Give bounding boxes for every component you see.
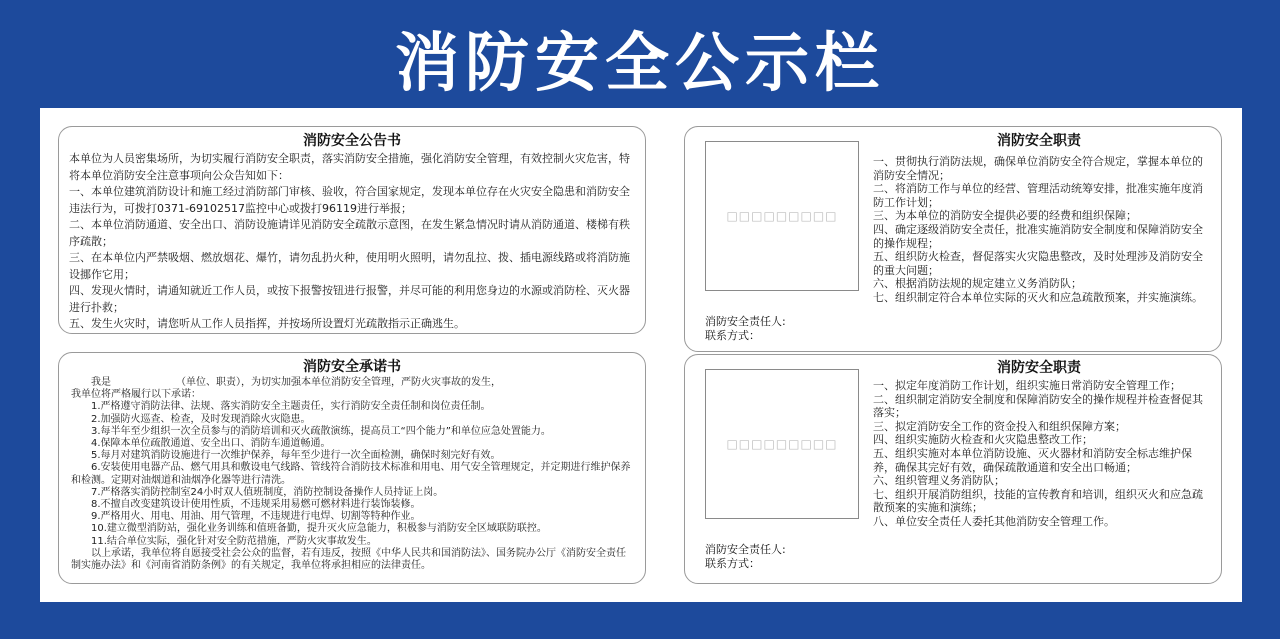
- commitment-item: 4.保障本单位疏散通道、安全出口、消防车通道畅通。: [91, 438, 331, 450]
- responsible-person-label: 消防安全责任人:: [705, 315, 786, 328]
- announcement-paragraph: 一、本单位建筑消防设计和施工经过消防部门审核、验收，符合国家规定，发现本单位存在火灾安全隐患和消防安全违法行为，可拨打0371-69102517监控中心或拨打96119进行举报；: [69, 185, 630, 215]
- commitment-closing: 以上承诺，我单位将自愿接受社会公众的监督，若有违反，按照《中华人民共和国消防法》、国务院办公厅《消防安全责任制实施办法》和《河南省消防条例》的有关规定，我单位将承担相应的法律责任。: [71, 547, 626, 572]
- duty-item: 一、贯彻执行消防法规，确保单位消防安全符合规定，掌握本单位的消防安全情况；: [873, 155, 1203, 182]
- commitment-item: 9.严格用火、用电、用油、用气管理，不违规进行电焊、切割等特种作业。: [91, 511, 421, 523]
- photo-placeholder-text: □□□□□□□□□: [726, 437, 838, 451]
- duty-item: 三、为本单位的消防安全提供必要的经费和组织保障；: [873, 209, 1137, 223]
- commitment-intro-2: 我单位将严格履行以下承诺：: [71, 389, 201, 401]
- duty-title: 消防安全职责: [997, 133, 1081, 149]
- commitment-item: 1.严格遵守消防法律、法规、落实消防安全主题责任，实行消防安全责任制和岗位责任制。: [91, 401, 491, 413]
- announcement-paragraph: 本单位为人员密集场所，为切实履行消防安全职责，落实消防安全措施，强化消防安全管理，有效控制火灾危害，特将本单位消防安全注意事项向公众告知如下：: [69, 152, 630, 182]
- commitment-item: 10.建立微型消防站，强化业务训练和值班备勤，提升灭火应急能力，积极参与消防安全区域联防联控。: [91, 523, 547, 535]
- duty-item: 六、根据消防法规的规定建立义务消防队；: [873, 277, 1082, 291]
- notice-board: [40, 108, 1242, 602]
- commitment-item: 7.严格落实消防控制室24小时双人值班制度，消防控制设备操作人员持证上岗。: [91, 486, 444, 498]
- commitment-intro: 我是 （单位、职责），为切实加强本单位消防安全管理，严防火灾事故的发生，: [91, 377, 501, 388]
- duty-item: 五、组织防火检查，督促落实火灾隐患整改，及时处理涉及消防安全的重大问题；: [873, 250, 1203, 277]
- commitment-item: 11.结合单位实际，强化针对安全防范措施，严防火灾事故发生。: [91, 535, 377, 547]
- duty-item: 三、拟定消防安全工作的资金投入和组织保障方案；: [873, 419, 1126, 433]
- announcement-paragraph: 二、本单位消防通道、安全出口、消防设施请详见消防安全疏散示意图，在发生紧急情况时请从消防通道、楼梯有秩序疏散；: [69, 218, 630, 248]
- duty-panel-1: [684, 126, 1222, 352]
- duty-item: 六、组织管理义务消防队；: [873, 474, 1005, 488]
- commitment-item: 6.安装使用电器产品、燃气用具和敷设电气线路、管线符合消防技术标准和用电、用气安全管理规定，并定期进行维护保养和检测。定期对油烟道和油烟净化器等进行清洗。: [71, 462, 631, 486]
- photo-placeholder-text: □□□□□□□□□: [726, 209, 838, 223]
- announcement-paragraph: 三、在本单位内严禁吸烟、燃放烟花、爆竹，请勿乱扔火种，使用明火照明，请勿乱拉、拨、插电源线路或将消防施设挪作它用；: [69, 251, 630, 281]
- commitment-title: 消防安全承诺书: [303, 359, 401, 375]
- page-title: 消防安全公示栏: [395, 27, 885, 101]
- duty-item: 二、组织制定消防安全制度和保障消防安全的操作规程并检查督促其落实；: [873, 392, 1203, 420]
- duty-item: 七、组织开展消防组织，技能的宣传教育和培训，组织灭火和应急疏散预案的实施和演练；: [873, 487, 1203, 515]
- commitment-item: 5.每月对建筑消防设施进行一次维护保养，每年至少进行一次全面检测，确保时刻完好有效。: [91, 450, 501, 462]
- duty-item: 八、单位安全责任人委托其他消防安全管理工作。: [873, 514, 1115, 528]
- responsible-person-photo: [705, 141, 859, 291]
- duty-item: 四、组织实施防火检查和火灾隐患整改工作；: [873, 433, 1093, 447]
- duty-list: [873, 379, 1205, 529]
- contact-label: 联系方式：: [705, 557, 760, 570]
- duty-panel-2: [684, 354, 1222, 584]
- duty-item: 四、确定逐级消防安全责任，批准实施消防安全制度和保障消防安全的操作规程；: [873, 222, 1203, 250]
- commitment-item: 3.每半年至少组织一次全员参与的消防培训和灭火疏散演练，提高员工“四个能力”和单位应急处置能力。: [91, 425, 551, 437]
- commitment-item: 8.不擅自改变建筑设计使用性质，不违规采用易燃可燃材料进行装饰装修。: [91, 499, 421, 511]
- duty-title: 消防安全职责: [997, 360, 1081, 376]
- announcement-title: 消防安全公告书: [303, 133, 401, 149]
- duty-item: 一、拟定年度消防工作计划，组织实施日常消防安全管理工作；: [873, 379, 1181, 392]
- responsible-person-label: 消防安全责任人:: [705, 543, 786, 556]
- commitment-item: 2.加强防火巡查、检查，及时发现消除火灾隐患。: [91, 413, 311, 425]
- commitment-body: [59, 377, 645, 572]
- contact-label: 联系方式：: [705, 329, 760, 342]
- responsible-person-photo: [705, 369, 859, 519]
- duty-list: [873, 155, 1205, 305]
- announcement-panel: [58, 126, 646, 334]
- duty-item: 七、组织制定符合本单位实际的灭火和应急疏散预案，并实施演练。: [873, 290, 1203, 304]
- announcement-paragraph: 五、发生火灾时，请您听从工作人员指挥，并按场所设置灯光疏散指示正确逃生。: [69, 317, 465, 330]
- announcement-body: [59, 151, 645, 333]
- duty-item: 五、组织实施对本单位消防设施、灭火器材和消防安全标志维护保养，确保其完好有效，确保疏散通道和安全出口畅通；: [873, 446, 1192, 474]
- commitment-panel: [58, 352, 646, 584]
- duty-item: 二、将消防工作与单位的经营、管理活动统筹安排，批准实施年度消防工作计划；: [873, 182, 1203, 209]
- announcement-paragraph: 四、发现火情时，请通知就近工作人员，或按下报警按钮进行报警，并尽可能的利用您身边的水源或消防栓、灭火器进行扑救；: [69, 284, 630, 314]
